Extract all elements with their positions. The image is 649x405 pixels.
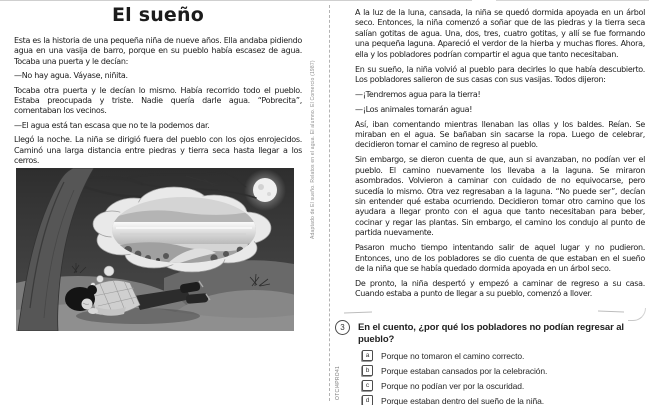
option-label-a: Porque no tomaron el camino correcto. (381, 350, 525, 361)
story-title: El sueño (111, 4, 204, 26)
option-letter-box-d[interactable]: d (362, 395, 373, 405)
answer-option-c[interactable] (362, 380, 644, 391)
tear-mark-left (344, 312, 372, 314)
story-paragraph: Sin embargo, se dieron cuenta de que, aun si avanzaban, no podían ver el pueblo. El camino nuevamente los llevaba a la laguna. Se miraron asombrados. Volvieron a caminar con cuidado de no equivocarse, pero sucedía lo mismo. Otra vez regresaban a la laguna. “No puede ser”, decían sin entender qué estaba ocurriendo. Decidieron tomar otro camino que los ayudara a llegar pronto con el agua que tanto necesitaban para beber, cocinar y regar las plantas. Sin embargo, el camino los condujo al punto de partida nuevamente. (355, 155, 645, 238)
moon (244, 169, 286, 211)
story-paragraph: En su sueño, la niña volvió al pueblo para decirles lo que había descubierto. Los pobladores salieron de sus casas con sus vasijas. Todos dijeron: (355, 64, 645, 84)
story-paragraph: Tocaba otra puerta y le decían lo mismo. Había recorrido todo el pueblo. Estaba preocupada y triste. Nadie quería darle agua. “Pobrecita”, comentaban los vecinos. (14, 85, 302, 116)
page-curl-mark (628, 308, 646, 321)
question-code: OTCI4PRO41 (335, 365, 341, 400)
option-letter-box-a[interactable]: a (362, 350, 373, 361)
scan-edge-line (0, 0, 472, 1)
question-text: En el cuento, ¿por qué los pobladores no podían regresar al pueblo? (358, 322, 624, 345)
story-illustration (16, 168, 294, 331)
story-paragraph: Así, iban comentando mientras llenaban las ollas y los baldes. Reían. Se miraban en el agua. Se bañaban sin sacarse la ropa. Luego de celebrar, decidieron tomar el camino de regreso al pueblo. (355, 119, 645, 150)
answer-option-b[interactable] (362, 365, 644, 376)
answer-option-d[interactable] (362, 395, 644, 405)
story-paragraph: Esta es la historia de una pequeña niña de nueve años. Ella andaba pidiendo agua en una vasija de barro, porque en su pueblo había escasez de agua. Tocaba una puerta y le decían: (14, 36, 302, 66)
scan-edge-line (496, 0, 649, 1)
option-label-b: Porque estaban cansados por la celebración. (381, 365, 548, 376)
tear-mark-right (598, 311, 624, 313)
left-column (14, 36, 302, 170)
story-paragraph: Pasaron mucho tiempo intentando salir de aquel lugar y no pudieron. Entonces, uno de los pobladores se dio cuenta de que estaban en el sueño de la niña que se había quedado dormida apoyada en un árbol seco. (355, 243, 645, 273)
story-paragraph: A la luz de la luna, cansada, la niña se quedó dormida apoyada en un árbol seco. Entonces, la niña comenzó a soñar que de las piedras y la tierra seca salían gotitas de agua. Una, dos, tres, cuatro gotitas, y allí se fue formando una pequeña laguna. Apareció el verdor de la hierba y muchas flores. Ahora, ella y los pobladores podrían compartir el agua que tanto necesitaban. (355, 8, 645, 59)
option-letter-box-c[interactable]: c (362, 380, 373, 391)
story-dialogue: —No hay agua. Váyase, niñita. (14, 71, 128, 81)
story-dialogue: —El agua está tan escasa que no te la podemos dar. (14, 120, 210, 130)
question-number-badge: 3 (335, 320, 350, 335)
story-dialogue: —¡Los animales tomarán agua! (355, 104, 473, 114)
source-citation: Adaptado de El sueño. Relatos en el agua. El alumno. El Comercio (1987) (310, 60, 316, 240)
story-paragraph: De pronto, la niña despertó y empezó a caminar de regreso a su casa. Cuando estaba a punto de llegar a su pueblo, comenzó a llover. (355, 278, 645, 299)
story-paragraph: Llegó la noche. La niña se dirigió fuera del pueblo con los ojos enrojecidos. Caminó una larga distancia entre piedras y tierra seca hasta llegar a los cerros. (14, 135, 302, 166)
right-column (355, 8, 645, 304)
story-dialogue: —¡Tendremos agua para la tierra! (355, 89, 481, 99)
option-label-c: Porque no podían ver por la oscuridad. (381, 380, 525, 391)
answer-option-a[interactable] (362, 350, 644, 361)
option-label-d: Porque estaban dentro del sueño de la niña. (381, 395, 544, 405)
answer-options (362, 350, 644, 405)
page-fold-dashed-line (329, 5, 330, 401)
option-letter-box-b[interactable]: b (362, 365, 373, 376)
